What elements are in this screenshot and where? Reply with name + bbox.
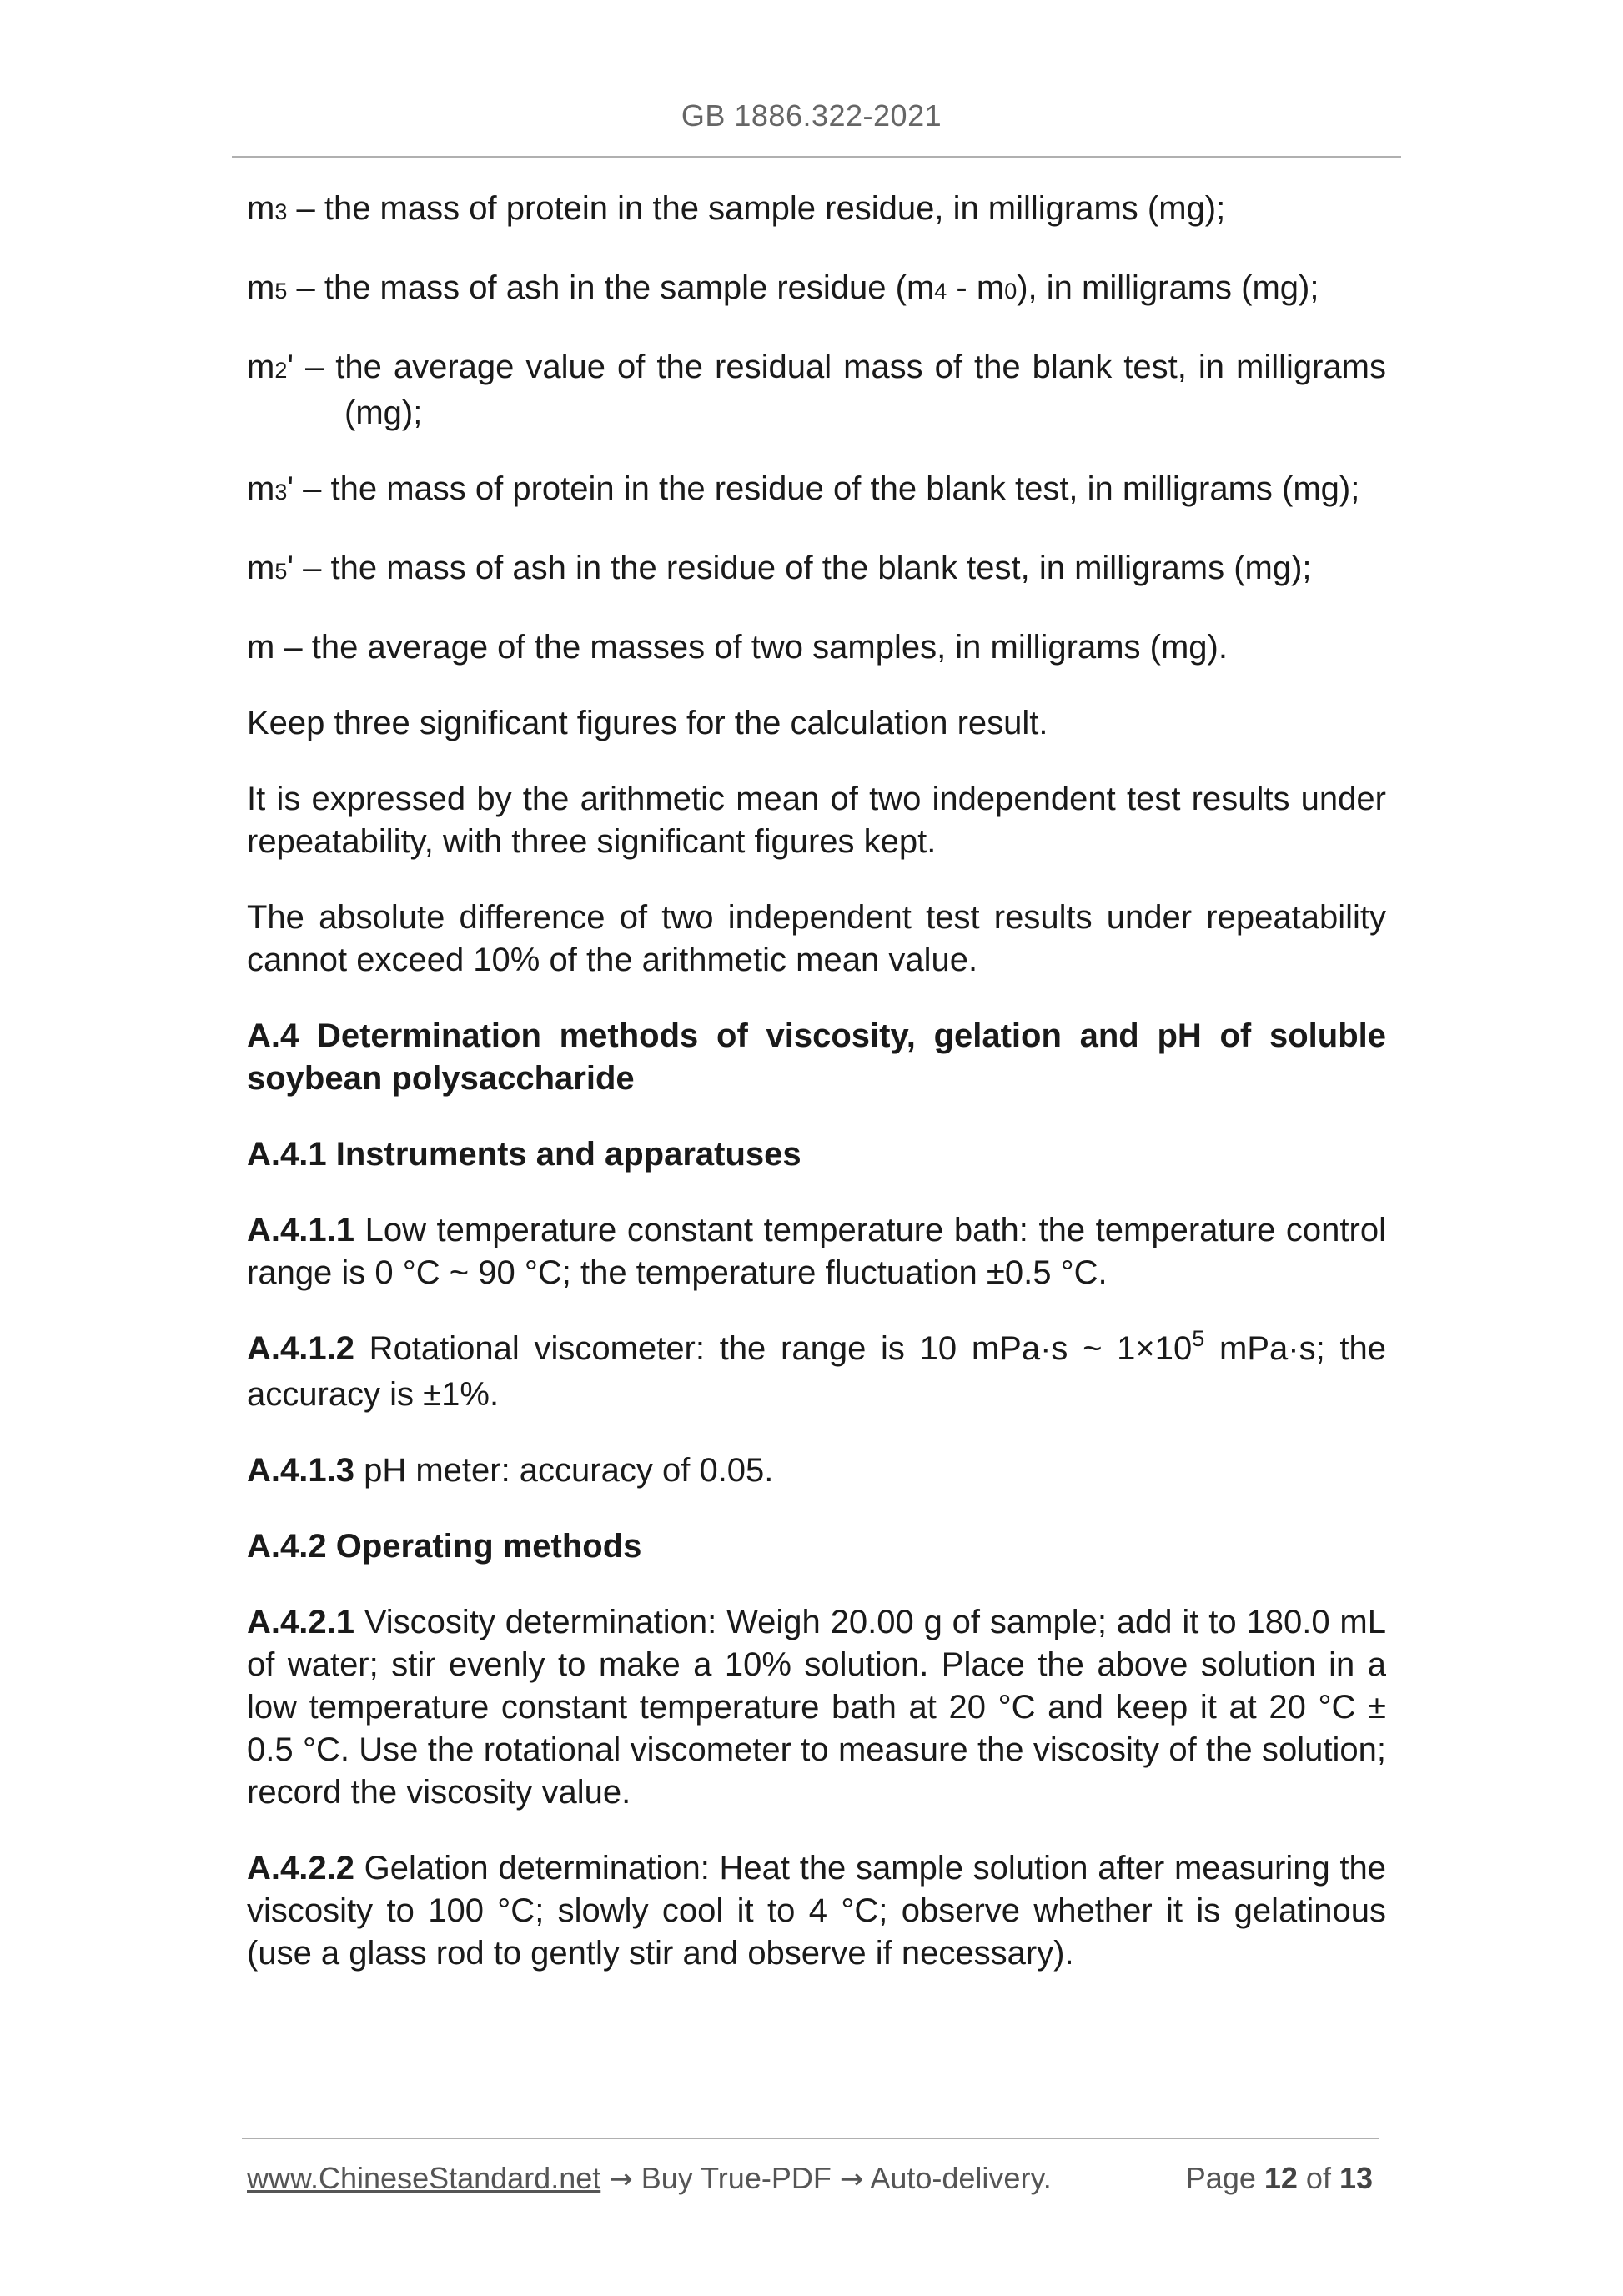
clause-number: A.4.1.1: [247, 1212, 354, 1248]
definition-m2-prime: m2' – the average value of the residual mass of the blank test, in milligrams (mg);: [247, 349, 1386, 431]
clause-number: A.4.1.3: [247, 1452, 354, 1489]
definition-m: m – the average of the masses of two samples, in milligrams (mg).: [247, 629, 1228, 666]
definition-m3-prime: m3' – the mass of protein in the residue of the blank test, in milligrams (mg);: [247, 470, 1360, 507]
current-page-number: 12: [1264, 2161, 1298, 2195]
paragraph-arithmetic-mean: It is expressed by the arithmetic mean of two independent test results under repeatability, with three significant figures kept.: [247, 781, 1386, 860]
document-body: [247, 188, 1386, 2008]
auto-delivery-text: Auto-delivery.: [863, 2161, 1052, 2195]
clause-a412: A.4.1.2 Rotational viscometer: the range is 10 mPa·s ~ $1\times 10^5$ mPa·s; the accuracy is ±1%.: [247, 1326, 1386, 1413]
paragraph-significant-figures: Keep three significant figures for the calculation result.: [247, 705, 1048, 741]
total-pages-number: 13: [1339, 2161, 1373, 2195]
paragraph-absolute-difference: The absolute difference of two independent test results under repeatability cannot exceed 10% of the arithmetic mean value.: [247, 899, 1386, 978]
buy-pdf-text: Buy True-PDF: [632, 2161, 840, 2195]
footer-divider: [242, 2138, 1379, 2139]
arrow-right-icon: →: [839, 2163, 864, 2196]
clause-a422: A.4.2.2 Gelation determination: Heat the sample solution after measuring the viscosity to 100 °C; slowly cool it to 4 °C; observe whether it is gelatinous (use a glass rod to gently stir and observe if necessary).: [247, 1850, 1386, 1972]
website-link[interactable]: www.ChineseStandard.net: [247, 2161, 601, 2195]
definition-m3: m3 – the mass of protein in the sample residue, in milligrams (mg);: [247, 190, 1226, 227]
footer-links: [247, 2161, 1052, 2196]
definition-m5: m5 – the mass of ash in the sample residue (m4 - m0), in milligrams (mg);: [247, 269, 1319, 306]
clause-number: A.4.2.1: [247, 1604, 354, 1640]
clause-number: A.4.1.2: [247, 1330, 354, 1367]
arrow-right-icon: →: [609, 2163, 633, 2196]
section-heading-a4: A.4 Determination methods of viscosity, gelation and pH of soluble soybean polysaccharide: [247, 1017, 1386, 1097]
clause-a411: A.4.1.1 Low temperature constant temperature bath: the temperature control range is 0 °C ~ 90 °C; the temperature fluctuation ±0.5 °C.: [247, 1212, 1386, 1291]
page-header: GB 1886.322-2021: [681, 98, 942, 133]
section-heading-a41: A.4.1 Instruments and apparatuses: [247, 1136, 801, 1173]
definition-m5-prime: m5' – the mass of ash in the residue of the blank test, in milligrams (mg);: [247, 550, 1312, 586]
clause-a421: A.4.2.1 Viscosity determination: Weigh 20.00 g of sample; add it to 180.0 mL of water; stir evenly to make a 10% solution. Place the above solution in a low temperature constant temperature bath at 20 °C and keep it at 20 °C ± 0.5 °C. Use the rotational viscometer to measure the viscosity of the solution; record the viscosity value.: [247, 1604, 1386, 1811]
clause-a413: A.4.1.3 pH meter: accuracy of 0.05.: [247, 1452, 774, 1489]
section-heading-a42: A.4.2 Operating methods: [247, 1528, 642, 1565]
page-indicator: Page 12 of 13: [1185, 2161, 1373, 2195]
clause-number: A.4.2.2: [247, 1850, 354, 1887]
header-divider: [232, 156, 1401, 158]
